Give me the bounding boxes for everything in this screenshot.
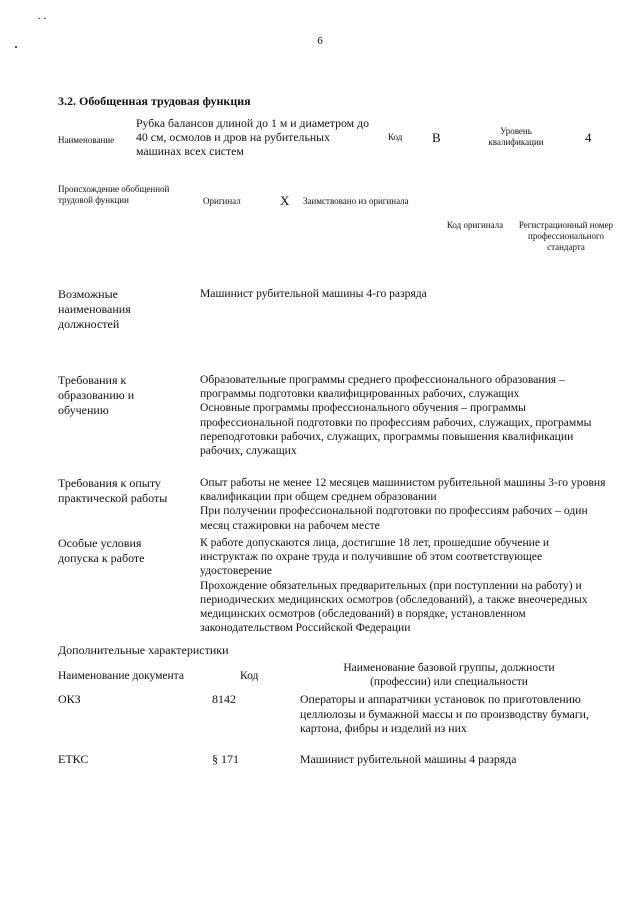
special-conditions-label: Особые условия допуска к работе <box>58 536 145 565</box>
education-paragraph: Основные программы профессионального обучения – программы профессиональной подготовки по профессиям рабочих, служащих, программы переподготовки рабочих, служащих, программы повышения квалификации рабочих, служащих <box>200 401 592 458</box>
positions-value: Машинист рубительной машины 4-го разряда <box>200 287 427 300</box>
education-text <box>200 373 610 458</box>
experience-paragraph: При получении профессиональной подготовки по профессиям рабочих – один месяц стажировки на рабочем месте <box>200 504 588 532</box>
name-label: Наименование <box>58 135 115 145</box>
borrowed-label: Заимствовано из оригинала <box>303 196 409 206</box>
col-code-header: Код <box>240 670 259 682</box>
origin-code-label: Код оригинала <box>446 220 504 230</box>
code-label: Код <box>388 132 403 142</box>
name-value: Рубка балансов длиной до 1 м и диаметром до 40 см, осмолов и дров на рубительных машинах всех систем <box>136 116 369 158</box>
original-mark: X <box>280 193 290 208</box>
table-row-code: § 171 <box>212 752 239 766</box>
table-row-code: 8142 <box>212 692 236 706</box>
table-row-name: Машинист рубительной машины 4 разряда <box>300 752 517 766</box>
education-label: Требования к образованию и обучению <box>58 373 135 417</box>
code-value: В <box>432 130 441 145</box>
education-paragraph: Образовательные программы среднего профессионального образования – программы подготовки квалифицированных рабочих, служащих <box>200 373 565 401</box>
special-conditions-paragraph: К работе допускаются лица, достигшие 18 лет, прошедшие обучение и инструктаж по охране труда и получившие об этом соответствующее удостоверение <box>200 536 550 578</box>
table-row-doc: ЕТКС <box>58 752 89 766</box>
scan-speck <box>44 18 46 19</box>
level-value: 4 <box>585 130 592 145</box>
positions-label: Возможные наименования должностей <box>58 287 131 331</box>
table-row-doc: ОКЗ <box>58 692 81 706</box>
experience-label: Требования к опыту практической работы <box>58 476 168 505</box>
experience-text <box>200 476 610 533</box>
level-label: Уровень квалификации <box>488 126 544 147</box>
experience-paragraph: Опыт работы не менее 12 месяцев машинистом рубительной машины 3-го уровня квалификации при общем среднем образовании <box>200 476 606 504</box>
col-name-header: Наименование базовой группы, должности (профессии) или специальности <box>343 662 555 688</box>
reg-number-label: Регистрационный номер профессионального стандарта <box>518 220 614 252</box>
special-conditions-text <box>200 536 610 635</box>
table-row-name: Операторы и аппаратчики установок по приготовлению целлюлозы и бумажной массы и по производству бумаги, картона, фибры и изделий из них <box>300 692 589 735</box>
special-conditions-paragraph: Прохождение обязательных предварительных (при поступлении на работу) и периодических медицинских осмотров (обследований), а также внеочередных медицинских осмотров (обследований) в порядке, установленном законодательством Российской Федерации <box>200 578 588 635</box>
origin-label: Происхождение обобщенной трудовой функции <box>58 184 170 205</box>
scan-speck <box>38 18 40 19</box>
additional-title: Дополнительные характеристики <box>58 643 229 657</box>
section-title: 3.2. Обобщенная трудовая функция <box>58 94 251 108</box>
col-doc-header: Наименование документа <box>58 670 184 682</box>
page-number: 6 <box>317 35 323 47</box>
original-label: Оригинал <box>203 196 241 206</box>
